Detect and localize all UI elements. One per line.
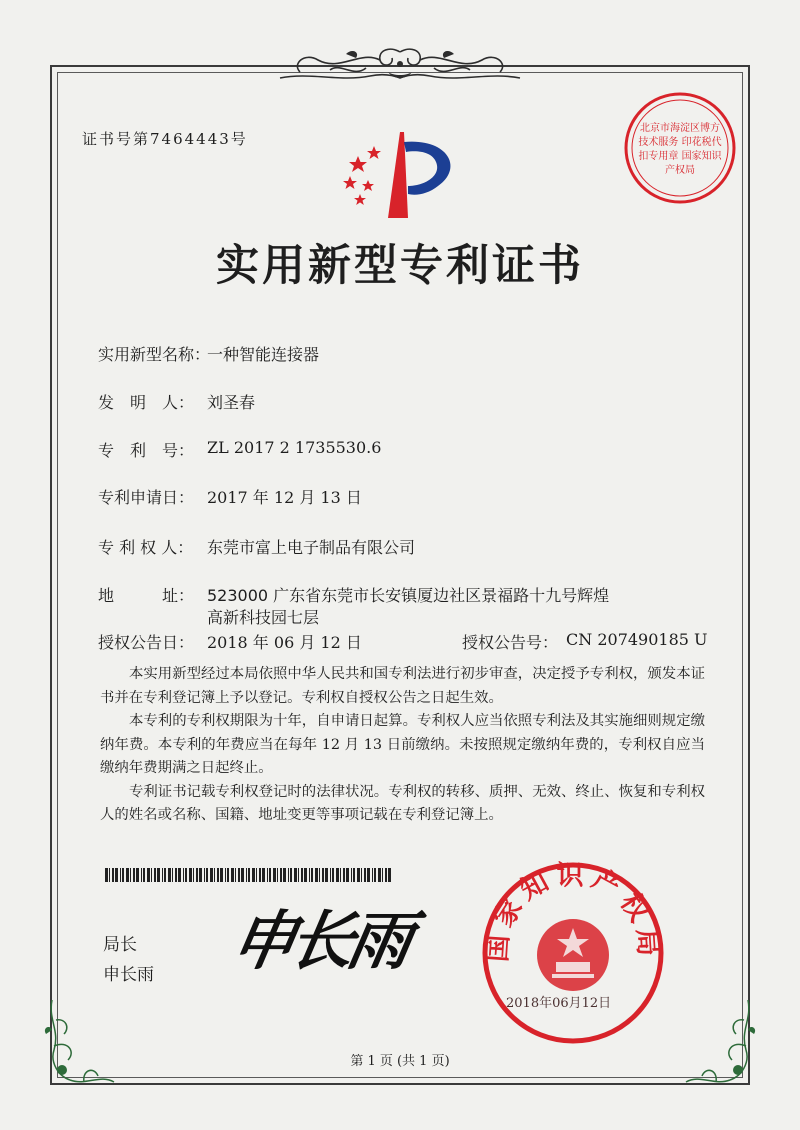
barcode-bar <box>353 868 355 882</box>
barcode-bar <box>199 868 202 882</box>
barcode <box>105 868 395 882</box>
barcode-bar <box>151 868 152 882</box>
barcode-bar <box>214 868 215 882</box>
barcode-bar <box>112 868 114 882</box>
barcode-bar <box>304 868 307 882</box>
barcode-bar <box>133 868 135 882</box>
barcode-bar <box>336 868 339 882</box>
signatory-name: 申长雨 <box>103 965 154 985</box>
barcode-bar <box>351 868 352 882</box>
signature-title: 局长 <box>103 935 137 955</box>
bottom-right-ornament <box>670 990 760 1090</box>
address-value-line1: 523000 广东省东莞市长安镇厦边社区景福路十九号辉煌 <box>207 586 610 605</box>
stamp-duty-seal-text: 北京市海淀区博方技术服务 印花税代扣专用章 国家知识产权局 <box>638 123 722 176</box>
barcode-bar <box>283 868 286 882</box>
inventor-value: 刘圣春 <box>207 393 256 412</box>
barcode-bar <box>246 868 247 882</box>
body-paragraph-3: 专利证书记载专利权登记时的法律状况。专利权的转移、质押、无效、终止、恢复和专利权人的姓名或名称、国籍、地址变更等事项记载在专利登记簿上。 <box>100 783 705 823</box>
barcode-bar <box>183 868 184 882</box>
barcode-bar <box>262 868 265 882</box>
barcode-bar <box>325 868 328 882</box>
barcode-bar <box>269 868 271 882</box>
barcode-bar <box>280 868 282 882</box>
barcode-bar <box>361 868 362 882</box>
barcode-bar <box>340 868 341 882</box>
barcode-bar <box>288 868 289 882</box>
top-ornament <box>270 42 530 88</box>
page-indicator: 第 1 页 (共 1 页) <box>350 1054 450 1069</box>
barcode-bar <box>185 868 187 882</box>
certificate-title: 实用新型专利证书 <box>216 241 584 291</box>
barcode-bar <box>122 868 124 882</box>
grant-date-label: 授权公告日： <box>98 633 195 652</box>
barcode-bar <box>168 868 171 882</box>
barcode-bar <box>322 868 324 882</box>
barcode-bar <box>259 868 261 882</box>
barcode-bar <box>109 868 110 882</box>
barcode-bar <box>378 868 381 882</box>
barcode-bar <box>206 868 208 882</box>
barcode-bar <box>290 868 292 882</box>
barcode-bar <box>154 868 156 882</box>
barcode-bar <box>115 868 118 882</box>
patentee-value: 东莞市富上电子制品有限公司 <box>207 538 416 557</box>
grant-date-value: 2018 年 06 月 12 日 <box>207 633 362 652</box>
barcode-bar <box>252 868 255 882</box>
barcode-bar <box>126 868 129 882</box>
barcode-bar <box>332 868 334 882</box>
barcode-bar <box>220 868 223 882</box>
barcode-bar <box>196 868 198 882</box>
barcode-bar <box>346 868 349 882</box>
barcode-bar <box>120 868 121 882</box>
barcode-bar <box>204 868 205 882</box>
barcode-bar <box>217 868 219 882</box>
certificate-body <box>100 663 705 828</box>
barcode-bar <box>175 868 177 882</box>
barcode-bar <box>372 868 373 882</box>
barcode-bar <box>357 868 360 882</box>
barcode-bar <box>143 868 145 882</box>
barcode-bar <box>385 868 387 882</box>
filing-date-label: 专利申请日： <box>98 488 195 507</box>
patentee-label: 专 利 权 人： <box>98 538 194 557</box>
barcode-bar <box>193 868 194 882</box>
grant-number-value: CN 207490185 U <box>566 630 708 649</box>
body-paragraph-2: 本专利的专利权期限为十年，自申请日起算。专利权人应当依照专利法及其实施细则规定缴纳年费。本专利的年费应当在每年 12 月 13 日前缴纳。未按照规定缴纳年费的，专利权自应当缴纳年费期满之日起终止。 <box>100 713 705 776</box>
barcode-bar <box>235 868 236 882</box>
national-ip-seal <box>478 858 668 1048</box>
barcode-bar <box>330 868 331 882</box>
handwritten-signature: 申长雨 <box>225 904 413 979</box>
barcode-bar <box>130 868 131 882</box>
barcode-bar <box>231 868 234 882</box>
barcode-bar <box>147 868 150 882</box>
barcode-bar <box>301 868 303 882</box>
barcode-bar <box>256 868 257 882</box>
barcode-bar <box>157 868 160 882</box>
barcode-bar <box>382 868 383 882</box>
filing-date-value: 2017 年 12 月 13 日 <box>207 488 362 507</box>
barcode-bar <box>162 868 163 882</box>
grant-number-label: 授权公告号： <box>462 633 559 652</box>
barcode-bar <box>343 868 345 882</box>
barcode-bar <box>225 868 226 882</box>
patent-number-value: ZL 2017 2 1735530.6 <box>207 438 382 457</box>
barcode-bar <box>315 868 318 882</box>
barcode-bar <box>277 868 278 882</box>
barcode-bar <box>388 868 391 882</box>
address-label: 地 址： <box>98 586 195 605</box>
barcode-bar <box>164 868 166 882</box>
patent-number-label: 专 利 号： <box>98 441 195 460</box>
barcode-bar <box>238 868 240 882</box>
barcode-bar <box>227 868 229 882</box>
bottom-left-ornament <box>40 990 130 1090</box>
barcode-bar <box>105 868 108 882</box>
barcode-bar <box>364 868 366 882</box>
name-value: 一种智能连接器 <box>207 345 320 364</box>
barcode-bar <box>319 868 320 882</box>
seal-text: 国家知识产权局 <box>482 860 664 963</box>
barcode-bar <box>311 868 313 882</box>
barcode-bar <box>367 868 370 882</box>
barcode-bar <box>136 868 139 882</box>
address-value-line2: 高新科技园七层 <box>207 608 320 627</box>
body-paragraph-1: 本实用新型经过本局依照中华人民共和国专利法进行初步审查，决定授予专利权，颁发本证书并在专利登记簿上予以登记。专利权自授权公告之日起生效。 <box>100 666 705 706</box>
barcode-bar <box>172 868 173 882</box>
barcode-bar <box>374 868 376 882</box>
name-label: 实用新型名称： <box>98 345 211 364</box>
patent-office-logo <box>338 128 468 223</box>
barcode-bar <box>294 868 297 882</box>
barcode-bar <box>178 868 181 882</box>
certificate-number: 证书号第7464443号 <box>82 130 248 148</box>
barcode-bar <box>298 868 299 882</box>
barcode-bar <box>141 868 142 882</box>
barcode-bar <box>248 868 250 882</box>
barcode-bar <box>267 868 268 882</box>
barcode-bar <box>210 868 213 882</box>
barcode-bar <box>309 868 310 882</box>
barcode-bar <box>189 868 192 882</box>
seal-date: 2018年06月12日 <box>506 996 612 1011</box>
barcode-bar <box>241 868 244 882</box>
inventor-label: 发 明 人： <box>98 393 195 412</box>
barcode-bar <box>273 868 276 882</box>
